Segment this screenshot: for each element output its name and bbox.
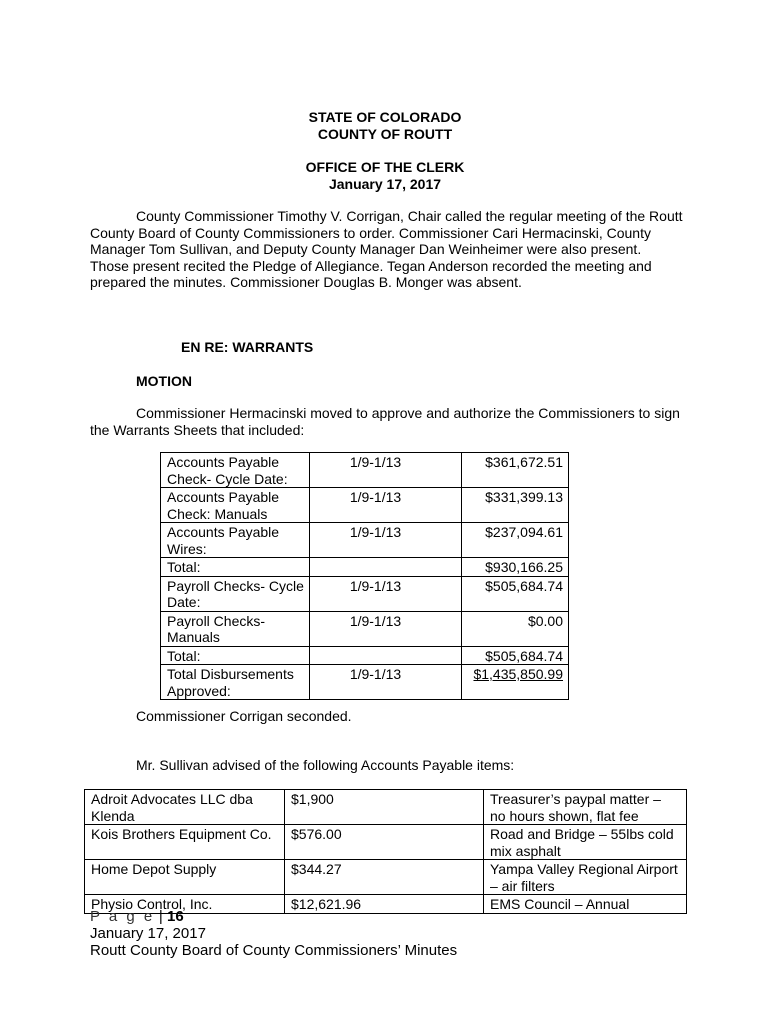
header-office: OFFICE OF THE CLERK <box>305 159 465 175</box>
warrant-amount: $331,399.13 <box>462 488 569 523</box>
table-row <box>161 611 569 646</box>
warrant-dates: 1/9-1/13 <box>310 576 462 611</box>
motion-line: Commissioner Hermacinski moved to approve and authorize the Commissioners to sign <box>136 405 680 421</box>
warrant-dates: 1/9-1/13 <box>310 611 462 646</box>
ap-vendor: Adroit Advocates LLC dba Klenda <box>85 790 285 825</box>
warrant-amount: $505,684.74 <box>462 646 569 665</box>
intro-line: prepared the minutes. Commissioner Douglas B. Monger was absent. <box>90 274 522 290</box>
warrant-dates <box>310 646 462 665</box>
table-row <box>85 790 687 825</box>
seconded-text: Commissioner Corrigan seconded. <box>136 708 352 724</box>
en-re-heading: EN RE: WARRANTS <box>181 339 314 355</box>
table-row <box>161 665 569 700</box>
warrant-label: Accounts Payable Check: Manuals <box>161 488 310 523</box>
warrant-amount: $361,672.51 <box>462 453 569 488</box>
table-row <box>161 576 569 611</box>
intro-line: County Commissioner Timothy V. Corrigan, Chair called the regular meeting of the Routt <box>136 208 683 224</box>
table-row <box>161 523 569 558</box>
table-row <box>85 825 687 860</box>
ap-note: Treasurer’s paypal matter – no hours shown, flat fee <box>484 790 687 825</box>
warrant-amount: $0.00 <box>462 611 569 646</box>
warrants-table <box>160 452 569 700</box>
warrant-dates <box>310 558 462 577</box>
warrant-label: Payroll Checks- Cycle Date: <box>161 576 310 611</box>
intro-line: County Board of County Commissioners to order. Commissioner Cari Hermacinski, County <box>90 224 651 241</box>
table-row <box>161 488 569 523</box>
ap-amount: $1,900 <box>285 790 484 825</box>
page-label: P a g e <box>90 908 155 925</box>
warrant-dates: 1/9-1/13 <box>310 665 462 700</box>
warrant-amount: $505,684.74 <box>462 576 569 611</box>
warrant-label: Accounts Payable Check- Cycle Date: <box>161 453 310 488</box>
warrant-amount: $930,166.25 <box>462 558 569 577</box>
footer-title: Routt County Board of County Commissioners’ Minutes <box>90 942 458 959</box>
accounts-payable-table <box>84 789 687 914</box>
page-number: 16 <box>167 908 184 925</box>
footer-date: January 17, 2017 <box>90 925 206 942</box>
ap-vendor: Kois Brothers Equipment Co. <box>85 825 285 860</box>
warrant-dates: 1/9-1/13 <box>310 523 462 558</box>
ap-note: Road and Bridge – 55lbs cold mix asphalt <box>484 825 687 860</box>
warrant-amount <box>462 665 569 700</box>
page-separator: | <box>154 908 167 925</box>
intro-line: Those present recited the Pledge of Allegiance. Tegan Anderson recorded the meeting and <box>90 257 652 274</box>
motion-heading: MOTION <box>136 373 192 389</box>
motion-paragraph <box>90 405 690 438</box>
grand-total-amount: $1,435,850.99 <box>473 666 563 682</box>
warrant-amount: $237,094.61 <box>462 523 569 558</box>
motion-line: the Warrants Sheets that included: <box>90 421 305 438</box>
ap-note: EMS Council – Annual <box>484 895 687 914</box>
warrant-label: Total Disbursements Approved: <box>161 665 310 700</box>
warrant-label: Payroll Checks- Manuals <box>161 611 310 646</box>
header-county: COUNTY OF ROUTT <box>317 126 453 142</box>
table-row <box>161 558 569 577</box>
accounts-payable-intro: Mr. Sullivan advised of the following Accounts Payable items: <box>136 757 515 773</box>
ap-amount: $344.27 <box>285 860 484 895</box>
ap-vendor: Physio Control, Inc. <box>85 895 285 914</box>
table-row <box>161 646 569 665</box>
ap-amount: $576.00 <box>285 825 484 860</box>
warrant-label: Total: <box>161 646 310 665</box>
header-date: January 17, 2017 <box>328 176 442 192</box>
ap-vendor: Home Depot Supply <box>85 860 285 895</box>
warrant-dates: 1/9-1/13 <box>310 453 462 488</box>
table-row <box>161 453 569 488</box>
intro-paragraph <box>90 208 690 291</box>
intro-line: Manager Tom Sullivan, and Deputy County Manager Dan Weinheimer were also present. <box>90 241 642 257</box>
warrant-label: Accounts Payable Wires: <box>161 523 310 558</box>
page-number-footer <box>90 908 184 926</box>
header-state: STATE OF COLORADO <box>308 109 462 125</box>
ap-note: Yampa Valley Regional Airport – air filters <box>484 860 687 895</box>
ap-amount: $12,621.96 <box>285 895 484 914</box>
table-row <box>85 860 687 895</box>
warrant-dates: 1/9-1/13 <box>310 488 462 523</box>
warrant-label: Total: <box>161 558 310 577</box>
